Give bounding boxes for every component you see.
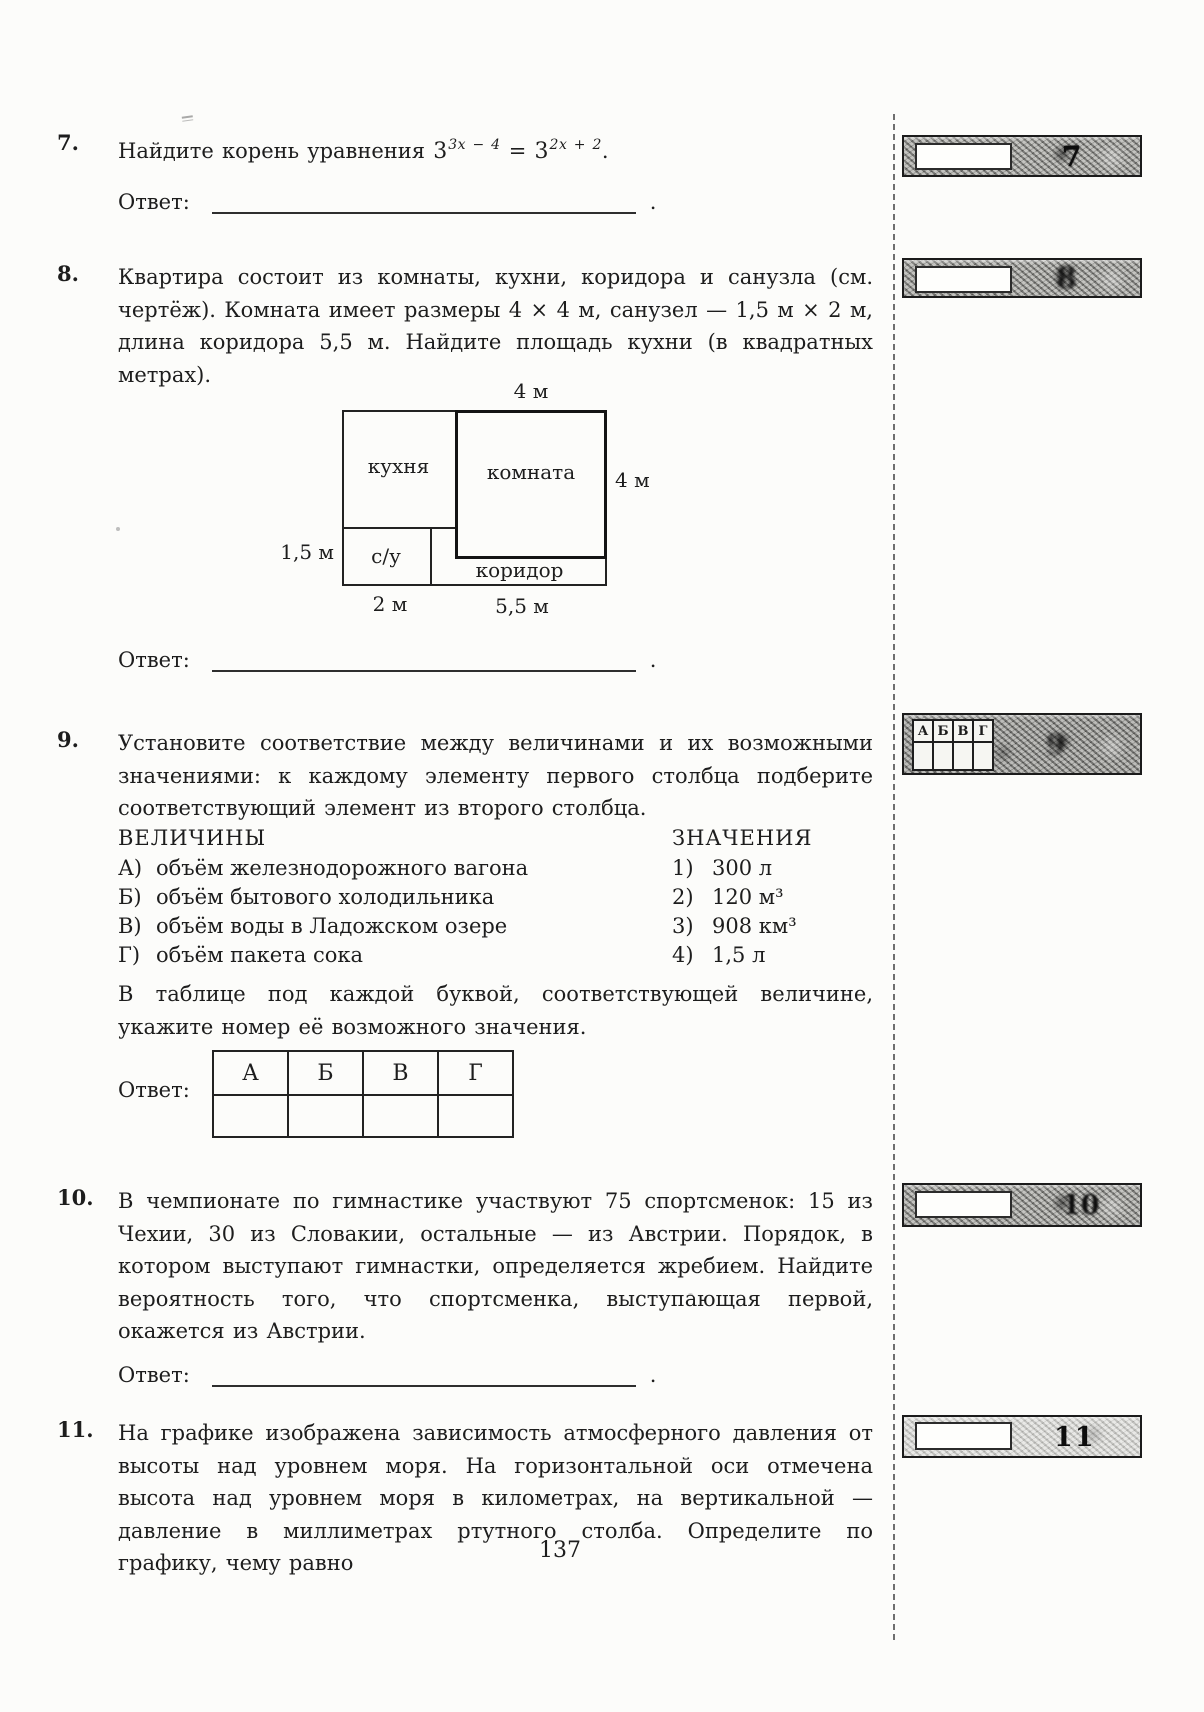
- answer-cell: [363, 1095, 438, 1137]
- equals-sign: =: [508, 139, 527, 163]
- answer-blank-line: [212, 648, 636, 672]
- equation-base-right: 3: [534, 139, 549, 164]
- mini-header-B: Б: [933, 720, 953, 742]
- problem-10-number: 10.: [57, 1185, 94, 1210]
- answer-line-8: [118, 648, 656, 672]
- answer-blank-line: [212, 1363, 636, 1387]
- answer-field: [915, 1422, 1012, 1450]
- bathroom-label: с/у: [371, 544, 401, 568]
- problem-7-text: [118, 130, 873, 169]
- equation-exponent-left: 3x − 4: [448, 137, 501, 153]
- equation-exponent-right: 2x + 2: [549, 137, 602, 153]
- problem-9-note: [57, 978, 873, 1043]
- header-cell-A: А: [213, 1051, 288, 1095]
- note-text: В таблице под каждой буквой, соответствующей величине, укажите номер её возможного значения.: [118, 982, 873, 1039]
- answer-label: Ответ:: [118, 1078, 190, 1102]
- room-label: комната: [486, 460, 576, 484]
- item-label: объём пакета сока: [156, 943, 364, 967]
- mini-answer-cell: [913, 742, 933, 770]
- margin-answer-box-7: [902, 135, 1142, 177]
- problem-7: [57, 130, 873, 169]
- problem-7-number: 7.: [57, 130, 79, 155]
- item-label: объём железнодорожного вагона: [156, 856, 529, 880]
- item-label: объём бытового холодильника: [156, 885, 495, 909]
- problem-10-text: В чемпионате по гимнастике участвуют 75 спортсменок: 15 из Чехии, 30 из Словакии, остальные — из Австрии. Порядок, в котором выступают гимнастки, определяется жребием. Найдите вероятность того, что спортсменка, выступающая первой, окажется из Австрии.: [118, 1189, 873, 1343]
- mini-answer-table: [912, 719, 994, 771]
- problem-7-lead: Найдите корень уравнения: [118, 139, 426, 163]
- answer-label: Ответ:: [118, 1363, 190, 1387]
- box-number: 9: [1046, 728, 1066, 761]
- match-row: [118, 914, 1128, 938]
- problem-11-text: На графике изображена зависимость атмосферного давления от высоты над уровнем моря. На горизонтальной оси отмечена высота над уровнем моря в километрах, на вертикальной — давление в миллиметрах ртутного столба. Определите по графику, чему равно: [118, 1421, 873, 1575]
- answer-table-header-row: [213, 1051, 513, 1095]
- answer-field: [915, 1191, 1012, 1218]
- item-key: А): [118, 856, 143, 880]
- value-label: 120 м³: [712, 885, 784, 909]
- answer-table-input-row: [213, 1095, 513, 1137]
- period: .: [649, 648, 657, 672]
- problem-8-number: 8.: [57, 261, 79, 286]
- period: .: [649, 190, 657, 214]
- equation: [433, 139, 602, 163]
- answer-cell: [213, 1095, 288, 1137]
- dimension-left: 1,5 м: [280, 540, 334, 564]
- values-column-header: ВЕЛИЧИНЫ: [118, 826, 267, 850]
- match-row: [118, 943, 1128, 967]
- kitchen-label: кухня: [367, 454, 430, 478]
- meanings-column-header: ЗНАЧЕНИЯ: [672, 826, 813, 850]
- scan-artifact: [116, 527, 120, 531]
- answer-table: [212, 1050, 514, 1138]
- header-cell-V: В: [363, 1051, 438, 1095]
- dimension-top: 4 м: [513, 379, 549, 403]
- header-cell-G: Г: [438, 1051, 513, 1095]
- value-label: 908 км³: [712, 914, 797, 938]
- box-number: 10: [1062, 1190, 1100, 1221]
- answer-cell: [438, 1095, 513, 1137]
- box-number: 11: [1054, 1422, 1096, 1453]
- dimension-bottom-right: 5,5 м: [495, 594, 549, 618]
- item-key: Б): [118, 885, 142, 909]
- box-number: 7: [1061, 139, 1083, 174]
- mini-header-V: В: [953, 720, 973, 742]
- item-key: Г): [118, 943, 141, 967]
- value-label: 300 л: [712, 856, 773, 880]
- period: .: [601, 139, 609, 163]
- room-outline: [455, 410, 607, 559]
- problem-8-text: Квартира состоит из комнаты, кухни, коридора и санузла (см. чертёж). Комната имеет размеры 4 × 4 м, санузел — 1,5 м × 2 м, длина коридора 5,5 м. Найдите площадь кухни (в квадратных метрах).: [118, 265, 873, 387]
- item-label: объём воды в Ладожском озере: [156, 914, 508, 938]
- problem-8: [57, 261, 873, 391]
- corridor-label: коридор: [475, 558, 564, 582]
- problem-10: [57, 1185, 873, 1348]
- answer-cell: [288, 1095, 363, 1137]
- problem-9-number: 9.: [57, 727, 79, 752]
- problem-9: [57, 727, 873, 825]
- answer-field: [915, 143, 1012, 170]
- answer-line-10: [118, 1363, 656, 1387]
- dimension-right: 4 м: [615, 468, 650, 492]
- mini-table-header-row: [913, 720, 993, 742]
- value-key: 2): [672, 885, 694, 909]
- mini-header-G: Г: [973, 720, 993, 742]
- answer-label: Ответ:: [118, 648, 190, 672]
- apartment-floor-plan: [280, 379, 650, 618]
- problem-9-text: Установите соответствие между величинами и их возможными значениями: к каждому элементу первого столбца подберите соответствующий элемент из второго столбца.: [118, 731, 873, 820]
- answer-blank-line: [212, 190, 636, 214]
- scan-artifact: [182, 115, 194, 121]
- margin-answer-box-11: [902, 1415, 1142, 1458]
- margin-answer-box-10: [902, 1183, 1142, 1227]
- answer-label: Ответ:: [118, 190, 190, 214]
- dashed-cut-line: [893, 114, 895, 1640]
- page-number: 137: [539, 1538, 581, 1563]
- period: .: [649, 1363, 657, 1387]
- value-key: 1): [672, 856, 694, 880]
- mini-header-A: А: [913, 720, 933, 742]
- margin-answer-box-8: [902, 258, 1142, 298]
- box-number: 8: [1056, 261, 1077, 296]
- value-key: 4): [672, 943, 694, 967]
- item-key: В): [118, 914, 142, 938]
- margin-answer-box-9: [902, 713, 1142, 775]
- value-key: 3): [672, 914, 694, 938]
- problem-11-number: 11.: [57, 1417, 94, 1442]
- answer-line-7: [118, 190, 656, 214]
- match-row: [118, 885, 1128, 909]
- mini-answer-cell: [953, 742, 973, 770]
- mini-table-input-row: [913, 742, 993, 770]
- dimension-bottom-left: 2 м: [372, 592, 408, 616]
- value-label: 1,5 л: [712, 943, 766, 967]
- answer-field: [915, 266, 1012, 293]
- mini-answer-cell: [973, 742, 993, 770]
- header-cell-B: Б: [288, 1051, 363, 1095]
- match-row: [118, 856, 1128, 880]
- kitchen-bathroom-divider: [342, 527, 457, 529]
- equation-base-left: 3: [433, 139, 448, 164]
- mini-answer-cell: [933, 742, 953, 770]
